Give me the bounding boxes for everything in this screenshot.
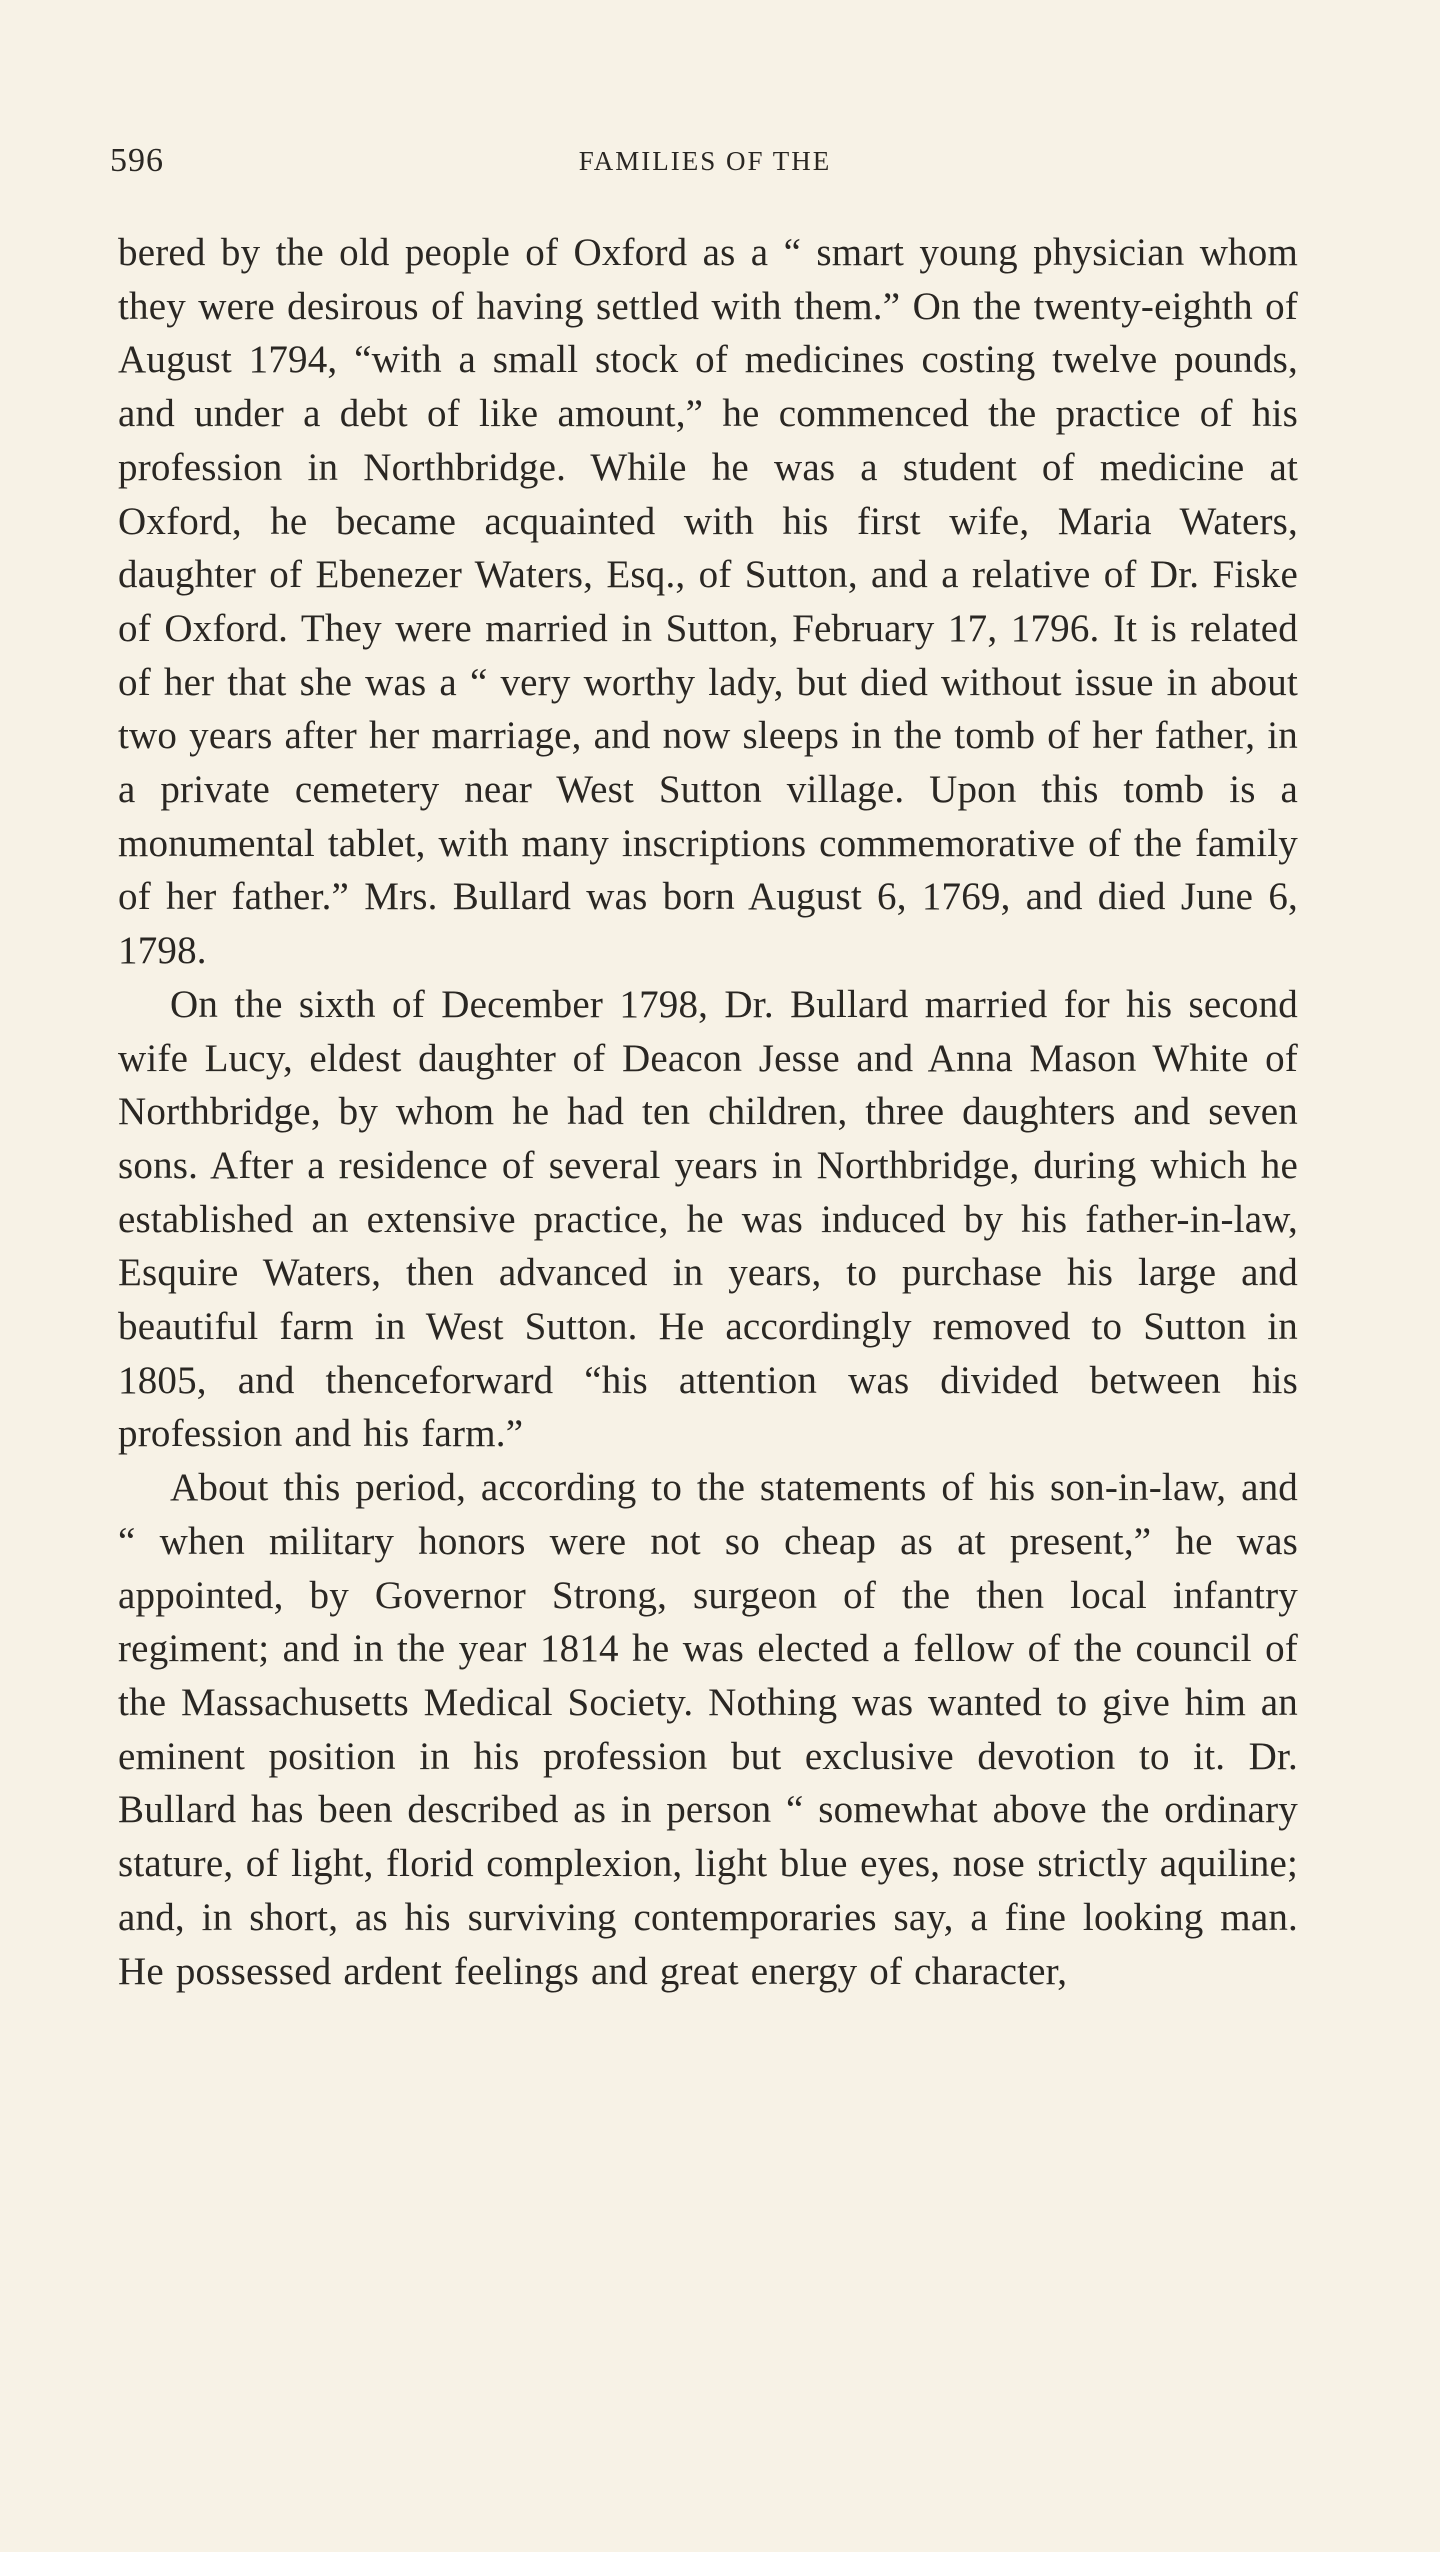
paragraph-continued: bered by the old people of Oxford as a “ smart young physician whom they were desirous of having settled with them.” On the twenty-eighth of August 1794, “with a small stock of medicines costing twelve pounds, and under a debt of like amount,” he commenced the practice of his profession in Northbridge. While he was a student of medicine at Oxford, he became acquainted with his first wife, Maria Waters, daughter of Ebenezer Waters, Esq., of Sutton, and a relative of Dr. Fiske of Oxford. They were married in Sutton, February 17, 1796. It is related of her that she was a “ very worthy lady, but died without issue in about two years after her marriage, and now sleeps in the tomb of her father, in a private cemetery near West Sutton village. Upon this tomb is a monumental tablet, with many inscriptions commemorative of the family of her father.” Mrs. Bullard was born August 6, 1769, and died June 6, 1798. (118, 231, 1298, 973)
page-number: 596 (110, 142, 164, 179)
paragraph-appointment: About this period, according to the statements of his son-in-law, and “ when military honors were not so cheap as at present,” he was appointed, by Governor Strong, surgeon of the then local infantry regiment; and in the year 1814 he was elected a fellow of the council of the Massachusetts Medical Society. Nothing was wanted to give him an eminent position in his profession but exclusive devotion to it. Dr. Bullard has been described as in person “ somewhat above the ordinary stature, of light, florid complexion, light blue eyes, nose strictly aquiline; and, in short, as his surviving contemporaries say, a fine looking man. He possessed ardent feelings and great energy of character, (118, 1466, 1298, 1993)
body-text (118, 226, 1298, 1998)
running-head (110, 142, 1300, 182)
running-title: FAMILIES OF THE (578, 146, 832, 176)
paragraph-second-marriage: On the sixth of December 1798, Dr. Bullard married for his second wife Lucy, eldest daughter of Deacon Jesse and Anna Mason White of Northbridge, by whom he had ten children, three daughters and seven sons. After a residence of several years in Northbridge, during which he established an extensive practice, he was induced by his father-in-law, Esquire Waters, then advanced in years, to purchase his large and beautiful farm in West Sutton. He accordingly removed to Sutton in 1805, and thenceforward “his attention was divided between his profession and his farm.” (118, 982, 1298, 1456)
